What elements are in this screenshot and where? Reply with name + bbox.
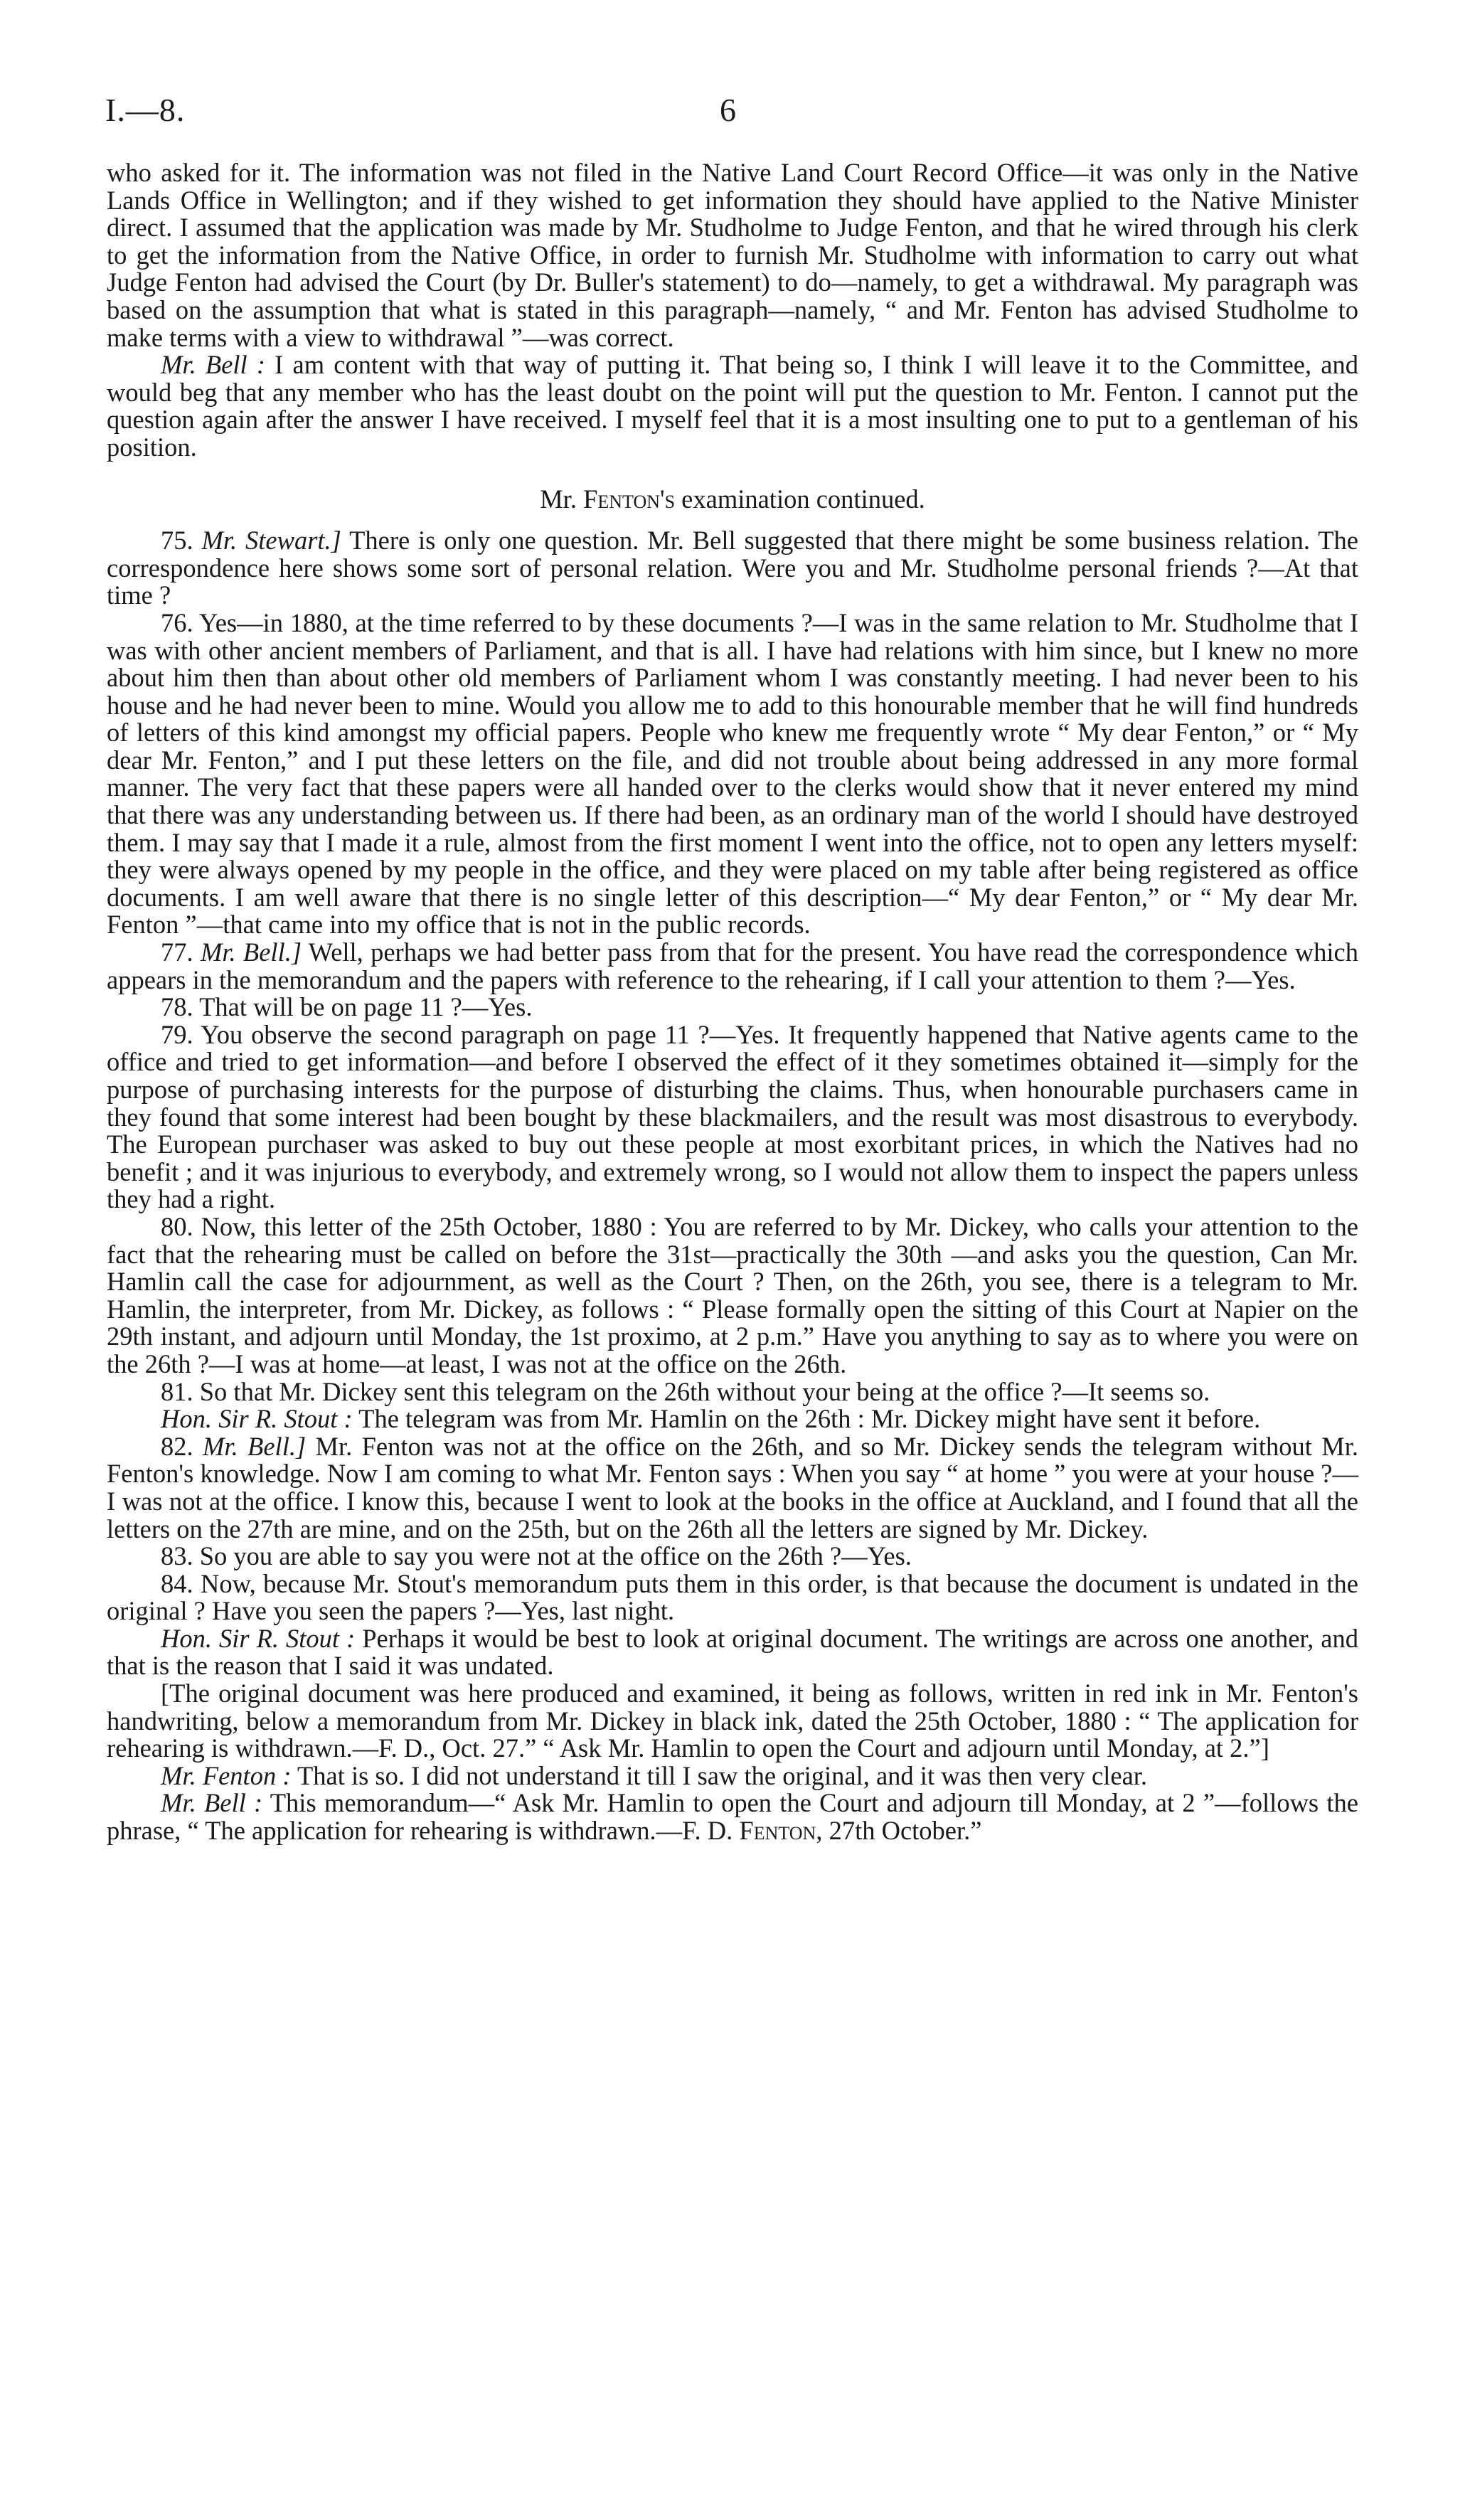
question-80: 80. Now, this letter of the 25th October, 1880 : You are referred to by Mr. Dickey, who calls your attention to the fact that the rehearing must be called on before the 31st—practically the 30th —and asks you the question, Can Mr. Hamlin call the case for adjournment, as well as the Court ? Then, on the 26th, you see, there is a telegram to Mr. Hamlin, the interpreter, from Mr. Dickey, as follows : “ Please formally open the sitting of this Court at Napier on the 29th instant, and adjourn until Monday, the 1st proximo, at 2 p.m.” Have you anything to say as to where you were on the 26th ?—I was at home—at least, I was not at the office on the 26th. bbox=[107, 1211, 1359, 1378]
question-81: 81. So that Mr. Dickey sent this telegram on the 26th without your being at the office ?—It seems so. bbox=[161, 1376, 1210, 1406]
page-number: 6 bbox=[720, 92, 736, 128]
stout-remark: Hon. Sir R. Stout : The telegram was from Mr. Hamlin on the 26th : Mr. Dickey might have sent it before. bbox=[161, 1404, 1261, 1434]
question-75: 75. Mr. Stewart.] There is only one question. Mr. Bell suggested that there might be some business relation. The correspondence here shows some sort of personal relation. Were you and Mr. Studholme personal friends ?—At that time ? bbox=[107, 526, 1358, 610]
document-body bbox=[107, 159, 1358, 1845]
fenton-remark: Mr. Fenton : That is so. I did not understand it till I saw the original, and it was then very clear. bbox=[161, 1760, 1148, 1790]
bracketed-note: [The original document was here produced and examined, it being as follows, written in red ink in Mr. Fenton's handwriting, below a memorandum from Mr. Dickey in black ink, dated the 25th October, 1880 : “ The application for rehearing is withdrawn.—F. D., Oct. 27.” “ Ask Mr. Hamlin to open the Court and adjourn until Monday, at 2.”] bbox=[107, 1679, 1358, 1763]
question-77: 77. Mr. Bell.] Well, perhaps we had better pass from that for the present. You have read the correspondence which appears in the memorandum and the papers with reference to the rehearing, if I call your attention to them ?—Yes. bbox=[107, 937, 1359, 994]
question-83: 83. So you are able to say you were not at the office on the 26th ?—Yes. bbox=[161, 1541, 912, 1571]
paragraph-bell-statement: Mr. Bell : I am content with that way of putting it. That being so, I think I will leave it to the Committee, and would beg that any member who has the least doubt on the point will put the question to Mr. Fenton. I cannot put the question again after the answer I have received. I myself feel that it is a most insulting one to put to a gentleman of his position. bbox=[107, 350, 1359, 462]
question-78: 78. That will be on page 11 ?—Yes. bbox=[161, 992, 533, 1022]
document-reference: I.—8. bbox=[105, 92, 186, 128]
question-79: 79. You observe the second paragraph on page 11 ?—Yes. It frequently happened that Native agents came to the office and tried to get information—and before I observed the effect of it they sometimes obtained it—simply for the purpose of purchasing interests for the purpose of disturbing the claims. Thus, when honourable purchasers came in they found that some interest had been bought by these blackmailers, and the result was most disastrous to everybody. The European purchaser was asked to buy out these people at most exorbitant prices, in which the Natives had no benefit ; and it was injurious to everybody, and extremely wrong, so I would not allow them to inspect the papers unless they had a right. bbox=[107, 1019, 1358, 1214]
question-84: 84. Now, because Mr. Stout's memorandum puts them in this order, is that because the document is undated in the original ? Have you seen the papers ?—Yes, last night. bbox=[107, 1568, 1358, 1626]
section-heading: Mr. Fenton's examination continued. bbox=[540, 484, 925, 514]
paragraph-continued: who asked for it. The information was not filed in the Native Land Court Record Office—it was only in the Native Lands Office in Wellington; and if they wished to get information they should have applied to the Native Minister direct. I assumed that the application was made by Mr. Studholme to Judge Fenton, and that he wired through his clerk to get the information from the Native Office, in order to furnish Mr. Studholme with information to carry out what Judge Fenton had advised the Court (by Dr. Buller's statement) to do—namely, to get a withdrawal. My paragraph was based on the assumption that what is stated in this paragraph—namely, “ and Mr. Fenton has advised Studholme to make terms with a view to withdrawal ”—was correct. bbox=[107, 158, 1358, 352]
question-82: 82. Mr. Bell.] Mr. Fenton was not at the office on the 26th, and so Mr. Dickey sends the telegram without Mr. Fenton's knowledge. Now I am coming to what Mr. Fenton says : When you say “ at home ” you were at your house ?—I was not at the office. I know this, because I went to look at the books in the office at Auckland, and I found that all the letters on the 27th are mine, and on the 25th, but on the 26th all the letters are signed by Mr. Dickey. bbox=[107, 1431, 1359, 1543]
speaker: Mr. Bell : bbox=[161, 350, 265, 380]
stout-remark-2: Hon. Sir R. Stout : Perhaps it would be best to look at original document. The writings are across one another, and that is the reason that I said it was undated. bbox=[107, 1623, 1358, 1681]
question-76: 76. Yes—in 1880, at the time referred to by these documents ?—I was in the same relation to Mr. Studholme that I was with other ancient members of Parliament, and that is all. I have had relations with him since, but I knew no more about him then than about other old members of Parliament whom I was constantly meeting. I had never been to his house and he had never been to mine. Would you allow me to add to this honourable member that he will find hundreds of letters of this kind amongst my official papers. People who knew me frequently wrote “ My dear Fenton,” or “ My dear Mr. Fenton,” and I put these letters on the file, and did not trouble about being addressed in any more formal manner. The very fact that these papers were all handed over to the clerks would show that it never entered my mind that there was any understanding between us. If there had been, as an ordinary man of the world I should have destroyed them. I may say that I made it a rule, almost from the first moment I went into the office, not to open any letters myself: they were always opened by my people in the office, and they were placed on my table after being registered as office documents. I am well aware that there is no single letter of this description—“ My dear Fenton,” or “ My dear Mr. Fenton ”—that came into my office that is not in the public records. bbox=[107, 607, 1358, 940]
bell-final-remark: Mr. Bell : This memorandum—“ Ask Mr. Hamlin to open the Court and adjourn till Monday, at 2 ”—follows the phrase, “ The application for rehearing is withdrawn.—F. D. Fenton, 27th October.” bbox=[107, 1788, 1358, 1846]
